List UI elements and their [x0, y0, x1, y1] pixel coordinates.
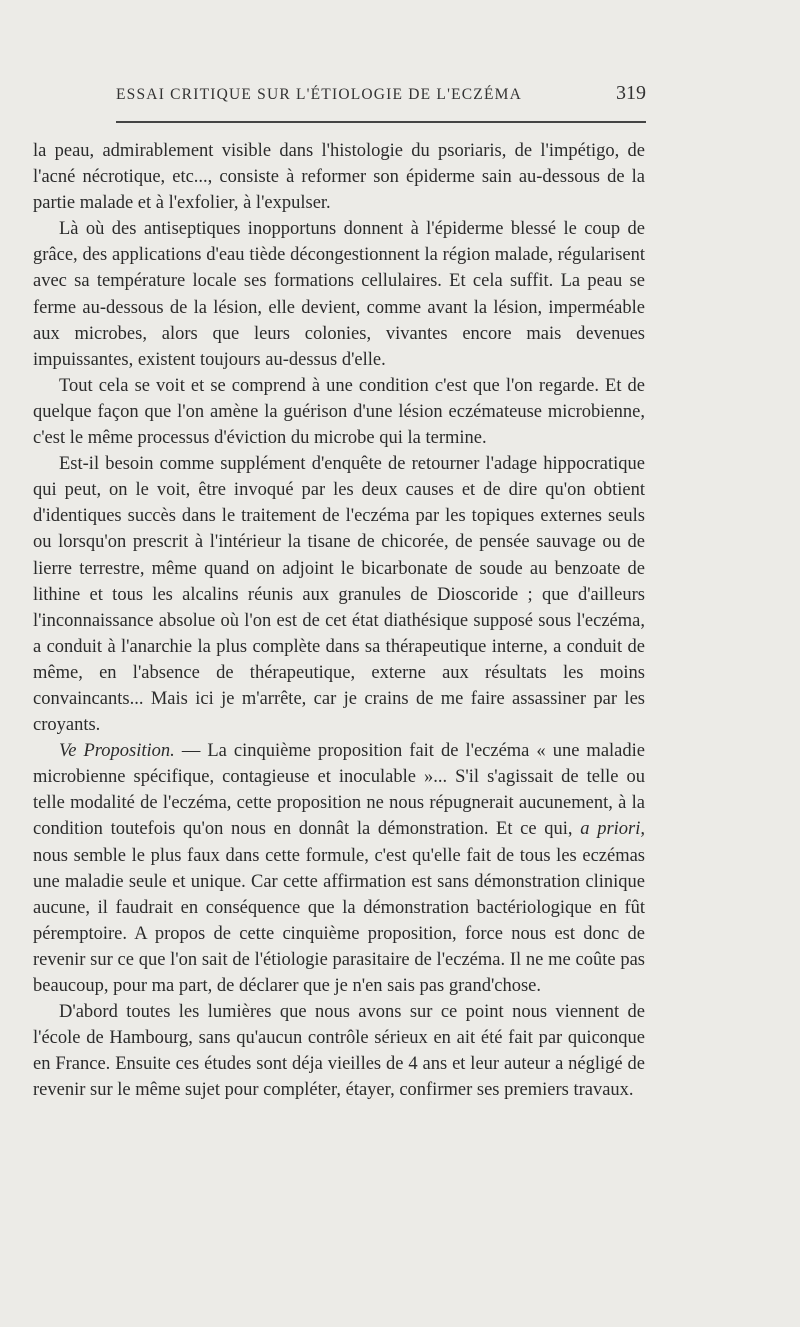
paragraph-4: Est-il besoin comme supplément d'enquête de retourner l'adage hippocratique qui peut, on le voit, être invoqué par les deux causes et de dire qu'on obtient d'identiques succès dans le traitement de l'eczéma par les topiques externes seuls ou lorsqu'on prescrit à l'intérieur la tisane de chicorée, de pensée sauvage ou de lierre terrestre, même quand on adjoint le bicarbonate de soude au benzoate de lithine et tous les alcalins réunis aux granules de Dioscoride ; que d'ailleurs l'inconnaissance absolue où l'on est de cet état diathésique supposé sous l'eczéma, a conduit à l'anarchie la plus complète dans sa thérapeutique interne, a conduit de même, en l'absence de thérapeutique, externe aux résultats les moins convaincants... Mais ici je m'arrête, car je crains de me faire assassiner par les croyants.	[33, 454, 645, 736]
page-header	[116, 82, 646, 110]
paragraph-5-part-b: nous semble le plus faux dans cette formule, c'est qu'elle fait de tous les eczémas une maladie seule et unique. Car cette affirmation est sans démonstration clinique aucune, il faudrait en conséquence que la démonstration bactériologique en fût péremptoire. A propos de cette cinquième proposition, force nous est donc de revenir sur ce que l'on sait de l'étiologie parasitaire de l'eczéma. Il ne me coûte pas beaucoup, pour ma part, de déclarer que je n'en sais pas grand'chose.	[33, 845, 645, 996]
paragraph-5-part-a: — La cinquième proposition fait de l'eczéma « une maladie microbienne spécifique, contagieuse et inoculable »... S'il s'agissait de telle ou telle modalité de l'eczéma, cette proposition ne nous répugnerait aucunement, à la condition toutefois qu'on nous en donnât la démonstration. Et ce qui,	[33, 741, 645, 840]
body-text	[33, 138, 645, 1103]
paragraph-5-italic: a priori,	[580, 819, 645, 840]
header-rule	[116, 121, 646, 123]
paragraph-2: Là où des antiseptiques inopportuns donnent à l'épiderme blessé le coup de grâce, des applications d'eau tiède décongestionnent la région malade, régularisent avec sa température locale ses formations cellulaires. Et cela suffit. La peau se ferme au-dessous de la lésion, elle devient, comme avant la lésion, imperméable aux microbes, alors que leurs colonies, vivantes encore mais devenues impuissantes, existent toujours au-dessus d'elle.	[33, 219, 645, 370]
proposition-label: Ve Proposition.	[59, 741, 175, 762]
paragraph-1: la peau, admirablement visible dans l'histologie du psoriaris, de l'impétigo, de l'acné nécrotique, etc..., consiste à reformer son épiderme sain au-dessous de la partie malade et à l'exfolier, à l'expulser.	[33, 141, 645, 214]
paragraph-5	[33, 738, 645, 999]
page-number: 319	[616, 82, 646, 104]
running-head: ESSAI CRITIQUE SUR L'ÉTIOLOGIE DE L'ECZÉMA	[116, 86, 522, 103]
paragraph-6: D'abord toutes les lumières que nous avons sur ce point nous viennent de l'école de Hambourg, sans qu'aucun contrôle sérieux en ait été fait par quiconque en France. Ensuite ces études sont déja vieilles de 4 ans et leur auteur a négligé de revenir sur le même sujet pour compléter, étayer, confirmer ses premiers travaux.	[33, 1002, 645, 1101]
paragraph-3: Tout cela se voit et se comprend à une condition c'est que l'on regarde. Et de quelque façon que l'on amène la guérison d'une lésion eczémateuse microbienne, c'est le même processus d'éviction du microbe qui la termine.	[33, 375, 645, 449]
